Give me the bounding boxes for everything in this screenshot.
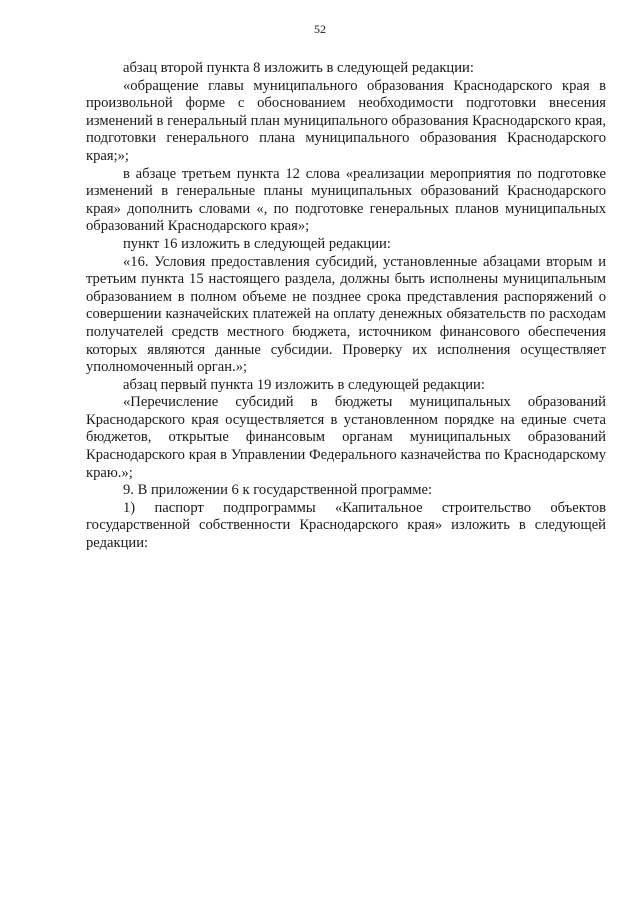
- paragraph-7: «Перечисление субсидий в бюджеты муниципальных образований Краснодарского края осуществляется в установленном порядке на единые счета бюджетов, открытые финансовым органам муниципальных образований Краснодарского края в Управлении Федерального казначейства по Краснодарскому краю.»;: [86, 394, 606, 481]
- paragraph-6: абзац первый пункта 19 изложить в следующей редакции:: [123, 376, 485, 393]
- paragraph-4: пункт 16 изложить в следующей редакции:: [123, 235, 391, 252]
- document-body: [86, 60, 606, 553]
- paragraph-9: 1) паспорт подпрограммы «Капитальное строительство объектов государственной собственности Краснодарского края» изложить в следующей редакции:: [86, 499, 606, 552]
- paragraph-8: 9. В приложении 6 к государственной программе:: [123, 482, 433, 499]
- paragraph-1: абзац второй пункта 8 изложить в следующей редакции:: [123, 60, 474, 76]
- paragraph-3: в абзаце третьем пункта 12 слова «реализации мероприятия по подготовке изменений в генеральные планы муниципальных образований Краснодарского края» дополнить словами «, по подготовке генеральных планов муниципальных образований Краснодарского края»;: [86, 165, 606, 235]
- paragraph-5: «16. Условия предоставления субсидий, установленные абзацами вторым и третьим пункта 15 настоящего раздела, должны быть исполнены муниципальным образованием в полном объеме не позднее срока представления распоряжений о совершении казначейских платежей на оплату денежных обязательств по расходам получателей средств местного бюджета, источником финансового обеспечения которых являются данные субсидии. Проверку их исполнения осуществляет уполномоченный орган.»;: [86, 253, 606, 376]
- paragraph-2: «обращение главы муниципального образования Краснодарского края в произвольной форме с обоснованием необходимости подготовки внесения изменений в генеральный план муниципального образования Краснодарского края, подготовки генерального плана муниципального образования Краснодарского края;»;: [86, 77, 606, 164]
- page-number: 52: [314, 22, 326, 36]
